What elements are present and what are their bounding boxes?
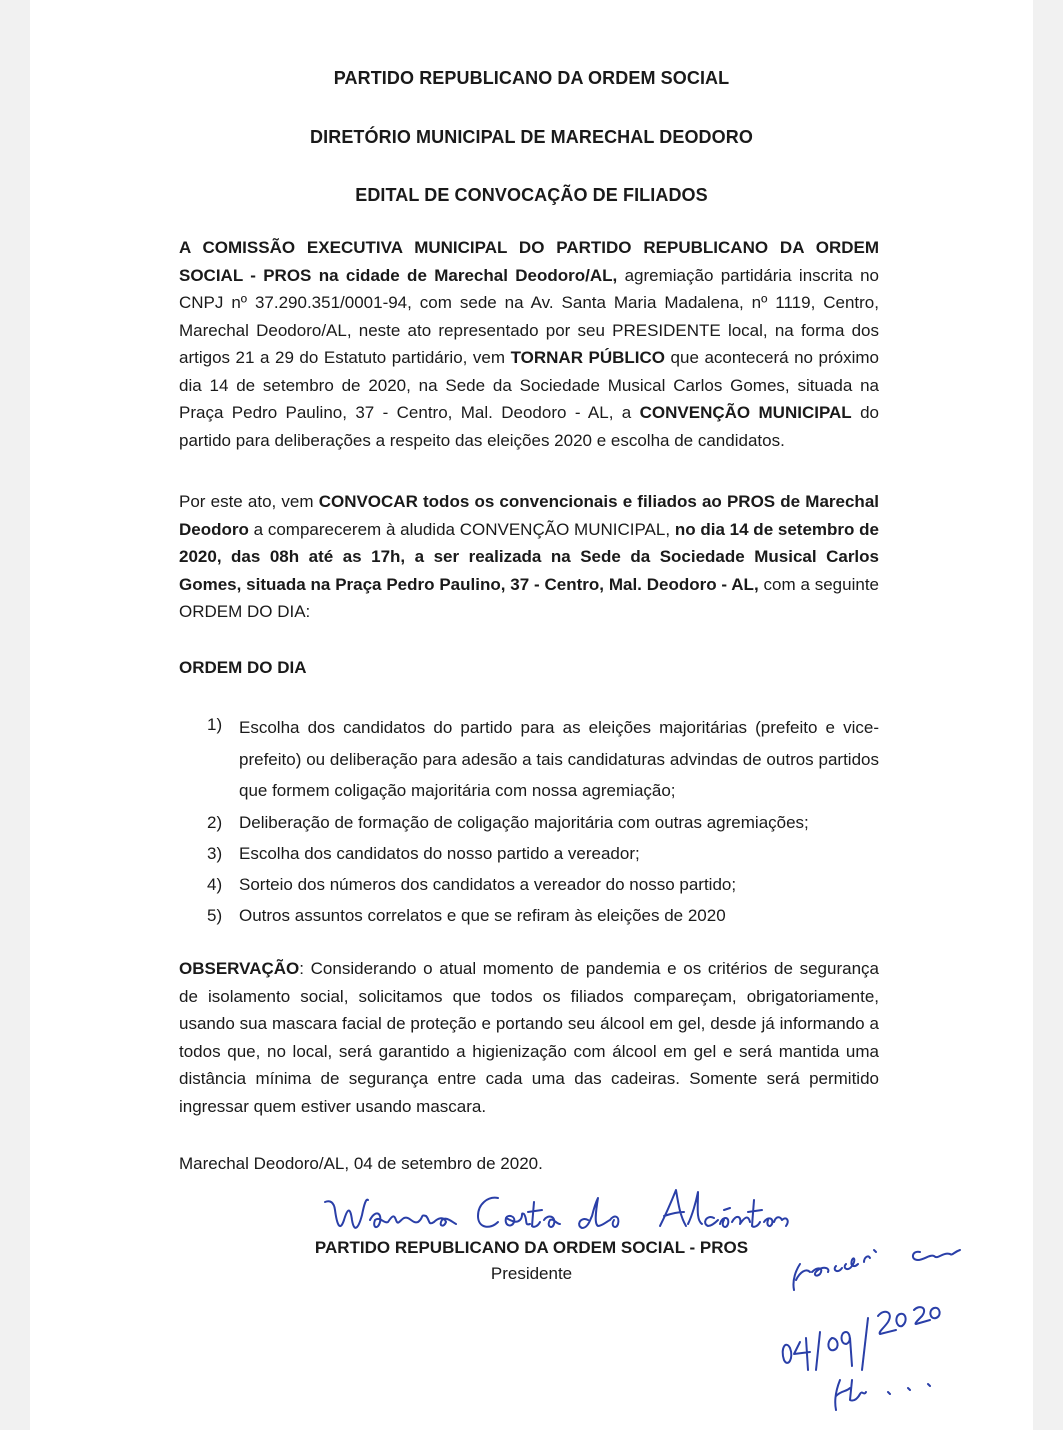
observation-text: : Considerando o atual momento de pandemia e os critérios de segurança de isolamento social, solicitamos que todos os filiados compareçam, obrigatoriamente, usando sua mascara facial de proteção e portando seu álcool em gel, desde já informando a todos que, no local, será garantido a higienização com álcool em gel e será mantida uma distância mínima de segurança entre cada uma das cadeiras. Somente será permitido ingressar quem estiver usando mascara. <box>179 959 879 1116</box>
agenda-heading: ORDEM DO DIA <box>179 658 307 677</box>
intro-bold-2: TORNAR PÚBLICO <box>510 348 666 367</box>
intro-bold-1: A COMISSÃO EXECUTIVA MUNICIPAL DO PARTIDO REPUBLICANO DA ORDEM SOCIAL - PROS na cidade de Marechal Deodoro/AL, <box>179 238 879 285</box>
place-date: Marechal Deodoro/AL, 04 de setembro de 2020. <box>179 1154 543 1173</box>
agenda-item <box>207 838 879 869</box>
observation-paragraph <box>179 955 879 1120</box>
intro-text-1: agremiação partidária inscrita no CNPJ nº 37.290.351/0001-94, com sede na Av. Santa Maria Madalena, nº 1119, Centro, Marechal Deodoro/AL, neste ato representado por seu PRESIDENTE local, na forma dos artigos 21 a 29 do Estatuto partidário, vem <box>179 265 879 367</box>
agenda-item-number: 2) <box>207 812 223 832</box>
agenda-item-number: 1) <box>207 715 223 734</box>
convocation-paragraph <box>179 488 879 626</box>
signatory-role-text: Presidente <box>490 1264 573 1283</box>
notice-title: EDITAL DE CONVOCAÇÃO DE FILIADOS <box>355 185 708 205</box>
intro-paragraph <box>179 234 879 454</box>
intro-text-3: do partido para deliberações a respeito das eleições 2020 e escolha de candidatos. <box>179 403 879 450</box>
convocation-text-2: a comparecerem à aludida CONVENÇÃO MUNICIPAL, <box>248 519 675 539</box>
agenda-item <box>207 900 879 931</box>
agenda-item-text: Escolha dos candidatos do nosso partido a vereador; <box>239 843 640 863</box>
agenda-item-text: Sorteio dos números dos candidatos a vereador do nosso partido; <box>239 874 737 894</box>
agenda-item-text: Deliberação de formação de coligação majoritária com outras agremiações; <box>239 812 809 832</box>
agenda-item-number: 5) <box>207 905 223 925</box>
agenda-list <box>207 712 879 931</box>
party-name-heading: PARTIDO REPUBLICANO DA ORDEM SOCIAL <box>333 68 730 88</box>
agenda-item-number: 3) <box>207 843 223 863</box>
agenda-item-number: 4) <box>207 874 223 894</box>
agenda-item-text: Outros assuntos correlatos e que se refiram às eleições de 2020 <box>239 905 726 925</box>
convocation-bold-1: CONVOCAR todos os convencionais e filiados ao PROS de Marechal Deodoro <box>179 492 879 539</box>
agenda-item <box>207 807 879 838</box>
agenda-item <box>207 869 879 900</box>
handwritten-receipt-note <box>780 1220 980 1420</box>
signatory-organization-text: PARTIDO REPUBLICANO DA ORDEM SOCIAL - PROS <box>314 1238 749 1257</box>
intro-text-2: que acontecerá no próximo dia 14 de setembro de 2020, na Sede da Sociedade Musical Carlos Gomes, situada na Praça Pedro Paulino, 37 - Centro, Mal. Deodoro - AL, a <box>179 348 879 422</box>
handwritten-signature <box>320 1180 790 1240</box>
intro-bold-3: CONVENÇÃO MUNICIPAL <box>639 403 852 422</box>
convocation-bold-2: no dia 14 de setembro de 2020, das 08h até as 17h, a ser realizada na Sede da Sociedade Musical Carlos Gomes, situada na Praça Pedro Paulino, 37 - Centro, Mal. Deodoro - AL, <box>179 519 879 594</box>
directory-heading: DIRETÓRIO MUNICIPAL DE MARECHAL DEODORO <box>310 127 753 147</box>
convocation-text-1: Por este ato, vem <box>179 492 319 511</box>
convocation-text-3: com a seguinte ORDEM DO DIA: <box>179 574 879 621</box>
agenda-item <box>207 712 879 807</box>
agenda-item-text: Escolha dos candidatos do partido para as eleições majoritárias (prefeito e vice-prefeito) ou deliberação para adesão a tais candidaturas advindas de outros partidos que formem coligação majoritária com nossa agremiação; <box>239 718 879 800</box>
observation-label: OBSERVAÇÃO <box>179 959 300 978</box>
